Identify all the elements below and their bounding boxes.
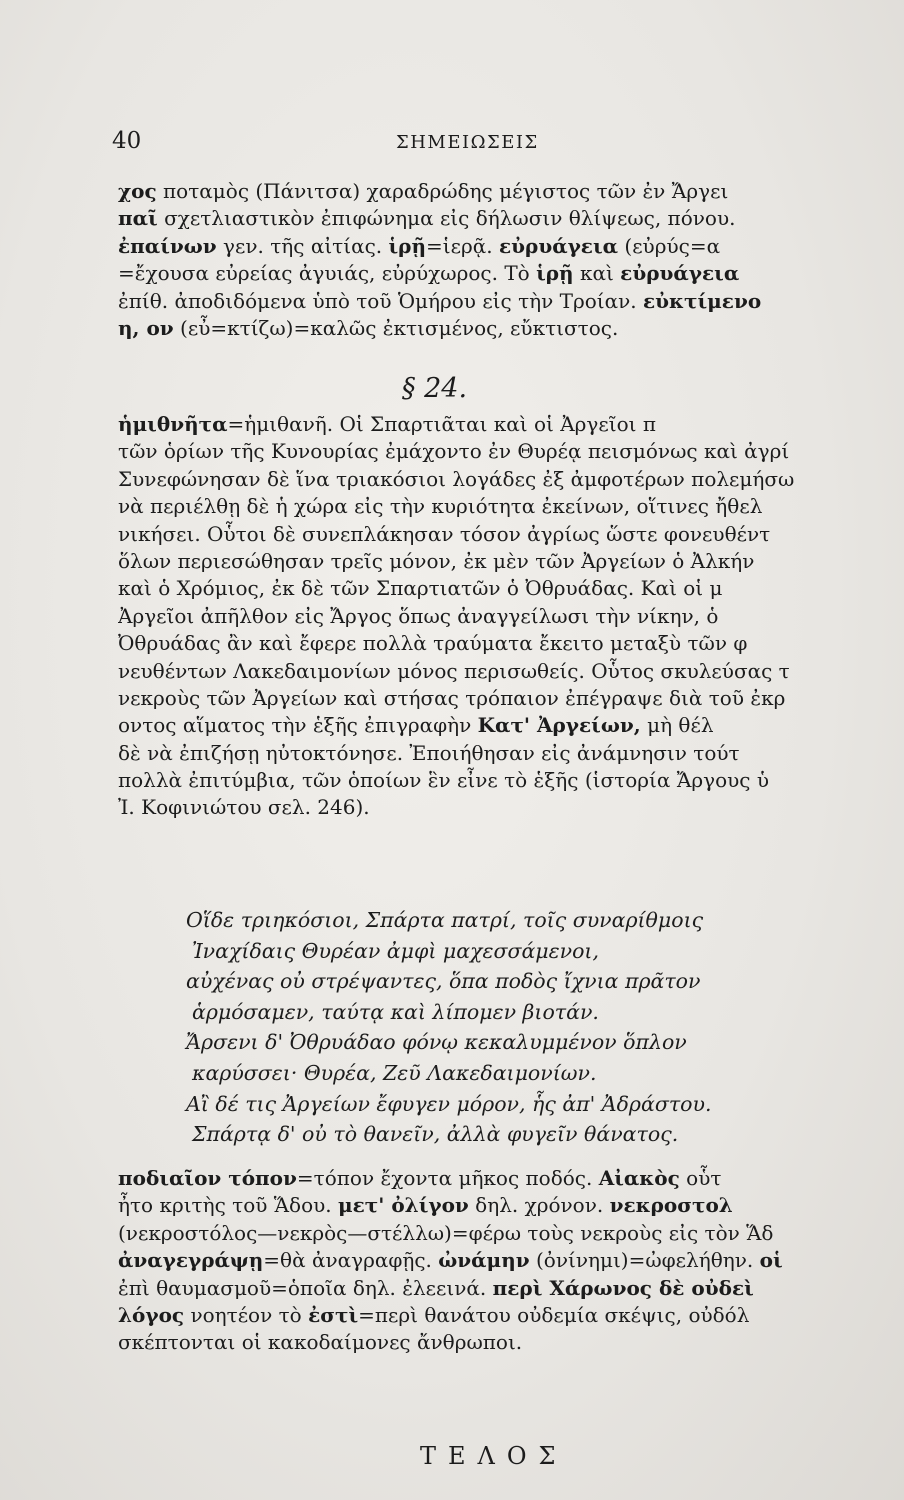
text-line [118, 1192, 904, 1219]
page-header [112, 128, 892, 158]
text-run: δὲ νὰ ἐπιζήσῃ ηὐτοκτόνησε. Ἐποιήθησαν εἰς ἀνάμνησιν τούτ [118, 740, 740, 765]
text-line [118, 1247, 904, 1274]
lemma-term: οἱ [759, 1248, 783, 1273]
lemma-term: νεκροστολ [609, 1193, 733, 1218]
text-line [118, 233, 904, 260]
lemma-term: περὶ Χάρωνος δὲ οὐδεὶ [492, 1275, 754, 1300]
lemma-term: μετ' ὀλίγον [338, 1193, 469, 1218]
text-line [118, 794, 904, 821]
text-run: (νεκροστόλος—νεκρὸς—στέλλω)=φέρω τοὺς νεκροὺς εἰς τὸν Ἅδ [118, 1220, 774, 1245]
notes-main-block [118, 411, 904, 822]
lemma-term: εὐρυάγεια [498, 233, 619, 258]
text-run: νικήσει. Οὗτοι δὲ συνεπλάκησαν τόσον ἀγρίως ὥστε φονευθέντ [118, 521, 771, 546]
text-run: =περὶ θανάτου οὐδεμία σκέψις, οὐδόλ [358, 1302, 750, 1327]
running-head: ΣΗΜΕΙΩΣΕΙΣ [396, 132, 539, 153]
text-run: (εὖ=κτίζω)=καλῶς ἐκτισμένος, εὔκτιστος. [173, 315, 619, 340]
text-run: Ὀθρυάδας ἂν καὶ ἔφερε πολλὰ τραύματα ἔκειτο μεταξὺ τῶν φ [118, 631, 748, 656]
text-line [118, 658, 904, 685]
text-run: ὅλων περιεσώθησαν τρεῖς μόνον, ἐκ μὲν τῶν Ἀργείων ὁ Ἀλκήν [118, 548, 755, 573]
lemma-term: χος [118, 179, 157, 203]
text-line [118, 178, 904, 205]
text-run: καὶ ὁ Χρόμιος, ἐκ δὲ τῶν Σπαρτιατῶν ὁ Ὀθρυάδας. Καὶ οἱ μ [118, 576, 723, 601]
text-run: δηλ. χρόνον. [468, 1193, 610, 1218]
text-line [118, 575, 904, 602]
text-run: Ἰ. Κοφινιώτου σελ. 246). [118, 795, 370, 820]
lemma-term: Αἰακὸς [598, 1166, 680, 1190]
text-run: νοητέον τὸ [184, 1302, 309, 1327]
text-run: (εὐρύς=α [618, 233, 721, 258]
text-line [118, 521, 904, 548]
text-line [118, 493, 904, 520]
text-line [118, 315, 904, 342]
poem-line: αὐχένας οὐ στρέψαντες, ὅπα ποδὸς ἴχνια πρᾶτον [186, 969, 701, 994]
text-line [118, 603, 904, 630]
text-run: =ἔχουσα εὐρείας ἀγυιάς, εὐρύχωρος. Τὸ [118, 261, 537, 286]
text-run: σκέπτονται οἱ κακοδαίμονες ἄνθρωποι. [118, 1330, 523, 1355]
lemma-term: ὠνάμην [438, 1248, 530, 1273]
lemma-term: ποδιαῖον τόπον [118, 1166, 297, 1190]
text-run: ἐπὶ θαυμασμοῦ=ὁποῖα δηλ. ἐλεεινά. [118, 1275, 493, 1300]
text-line [118, 205, 904, 232]
text-line [118, 438, 904, 465]
lemma-term: ἀναγεγράψῃ [118, 1248, 264, 1273]
text-run: νευθέντων Λακεδαιμονίων μόνος περισωθείς. Οὗτος σκυλεύσας τ [118, 658, 790, 683]
lemma-term: ἱρῇ [388, 233, 427, 258]
text-line [118, 1302, 904, 1329]
text-run: ἐπίθ. ἀποδιδόμενα ὑπὸ τοῦ Ὁμήρου εἰς τὴν Τροίαν. [118, 288, 643, 313]
lemma-term: εὐκτίμενο [643, 288, 762, 313]
text-line [118, 1329, 904, 1356]
text-line [118, 1275, 904, 1302]
text-run: οὗτ [679, 1166, 722, 1190]
lemma-term: ἐστὶ [308, 1302, 359, 1327]
section-heading: § 24. [402, 373, 468, 404]
lemma-term: εὐρυάγεια [620, 261, 740, 286]
lemma-term: ἡμιθνῆτα [118, 412, 228, 436]
epigram-poem [186, 905, 886, 1150]
text-run: τῶν ὁρίων τῆς Κυνουρίας ἐμάχοντο ἐν Θυρέᾳ πεισμόνως καὶ ἀγρί [118, 439, 790, 464]
text-run: καὶ [573, 261, 621, 286]
the-end-mark: ΤΕΛΟΣ [420, 1442, 568, 1470]
poem-line: Ἄρσενι δ' Ὀθρυάδαο φόνῳ κεκαλυμμένον ὅπλον [186, 1030, 687, 1055]
lemma-term: παῖ [118, 206, 158, 231]
text-line [118, 466, 904, 493]
text-run: =ἡμιθανῆ. Οἱ Σπαρτιᾶται καὶ οἱ Ἀργεῖοι π [227, 412, 656, 436]
text-run: (ὀνίνημι)=ὠφελήθην. [529, 1248, 760, 1273]
poem-line: Ἰναχίδαις Θυρέαν ἀμφὶ μαχεσσάμενοι, [192, 938, 599, 963]
text-run: =θὰ ἀναγραφῇς. [263, 1248, 439, 1273]
poem-line: καρύσσει· Θυρέα, Ζεῦ Λακεδαιμονίων. [192, 1060, 597, 1085]
text-line [118, 411, 904, 438]
text-line [118, 712, 904, 739]
text-line [118, 630, 904, 657]
text-line [118, 1220, 904, 1247]
text-run: σχετλιαστικὸν ἐπιφώνημα εἰς δήλωσιν θλίψεως, πόνου. [157, 206, 736, 231]
text-run: γεν. τῆς αἰτίας. [216, 233, 389, 258]
text-line [118, 260, 904, 287]
lemma-term: η, ον [118, 315, 174, 340]
text-run: νεκροὺς τῶν Ἀργείων καὶ στήσας τρόπαιον ἐπέγραψε διὰ τοῦ ἐκρ [118, 685, 786, 710]
poem-line: ἁρμόσαμεν, ταύτᾳ καὶ λίπομεν βιοτάν. [192, 999, 599, 1024]
text-run: μὴ θέλ [640, 713, 714, 738]
text-line [118, 767, 904, 794]
text-line [118, 685, 904, 712]
notes-top-block [118, 178, 904, 342]
text-run: Συνεφώνησαν δὲ ἵνα τριακόσιοι λογάδες ἐξ ἀμφοτέρων πολεμήσω [118, 466, 795, 491]
text-run: πολλὰ ἐπιτύμβια, τῶν ὁποίων ἓν εἶνε τὸ ἑξῆς (ἱστορία Ἄργους ὑ [118, 768, 769, 793]
lemma-term: Κατ' Ἀργείων, [477, 713, 641, 738]
text-run: =τόπον ἔχοντα μῆκος ποδός. [296, 1166, 599, 1190]
lemma-term: λόγος [118, 1302, 185, 1327]
poem-line: Αἲ δέ τις Ἀργείων ἔφυγεν μόρον, ἧς ἀπ' Ἀδράστου. [186, 1091, 712, 1116]
text-line [118, 1165, 904, 1192]
text-run: ποταμὸς (Πάνιτσα) χαραδρώδης μέγιστος τῶν ἐν Ἄργει [156, 179, 729, 203]
poem-line: Οἵδε τριηκόσιοι, Σπάρτα πατρί, τοῖς συναρίθμοις [186, 908, 704, 932]
lemma-term: ἐπαίνων [118, 233, 217, 258]
text-run: ἦτο κριτὴς τοῦ Ἅδου. [118, 1193, 338, 1218]
text-run: οντος αἵματος τὴν ἑξῆς ἐπιγραφὴν [118, 713, 478, 738]
text-line [118, 740, 904, 767]
text-run: Ἀργεῖοι ἀπῆλθον εἰς Ἄργος ὅπως ἀναγγείλωσι τὴν νίκην, ὁ [118, 603, 719, 628]
page-number: 40 [112, 128, 142, 154]
text-line [118, 288, 904, 315]
poem-line: Σπάρτᾳ δ' οὐ τὸ θανεῖν, ἀλλὰ φυγεῖν θάνατος. [192, 1122, 679, 1147]
notes-bottom-block [118, 1165, 904, 1357]
lemma-term: ἱρῇ [536, 261, 574, 286]
text-run: =ἱερᾷ. [426, 233, 499, 258]
text-line [118, 548, 904, 575]
text-run: νὰ περιέλθῃ δὲ ἡ χώρα εἰς τὴν κυριότητα ἐκείνων, οἵτινες ἤθελ [118, 494, 763, 519]
